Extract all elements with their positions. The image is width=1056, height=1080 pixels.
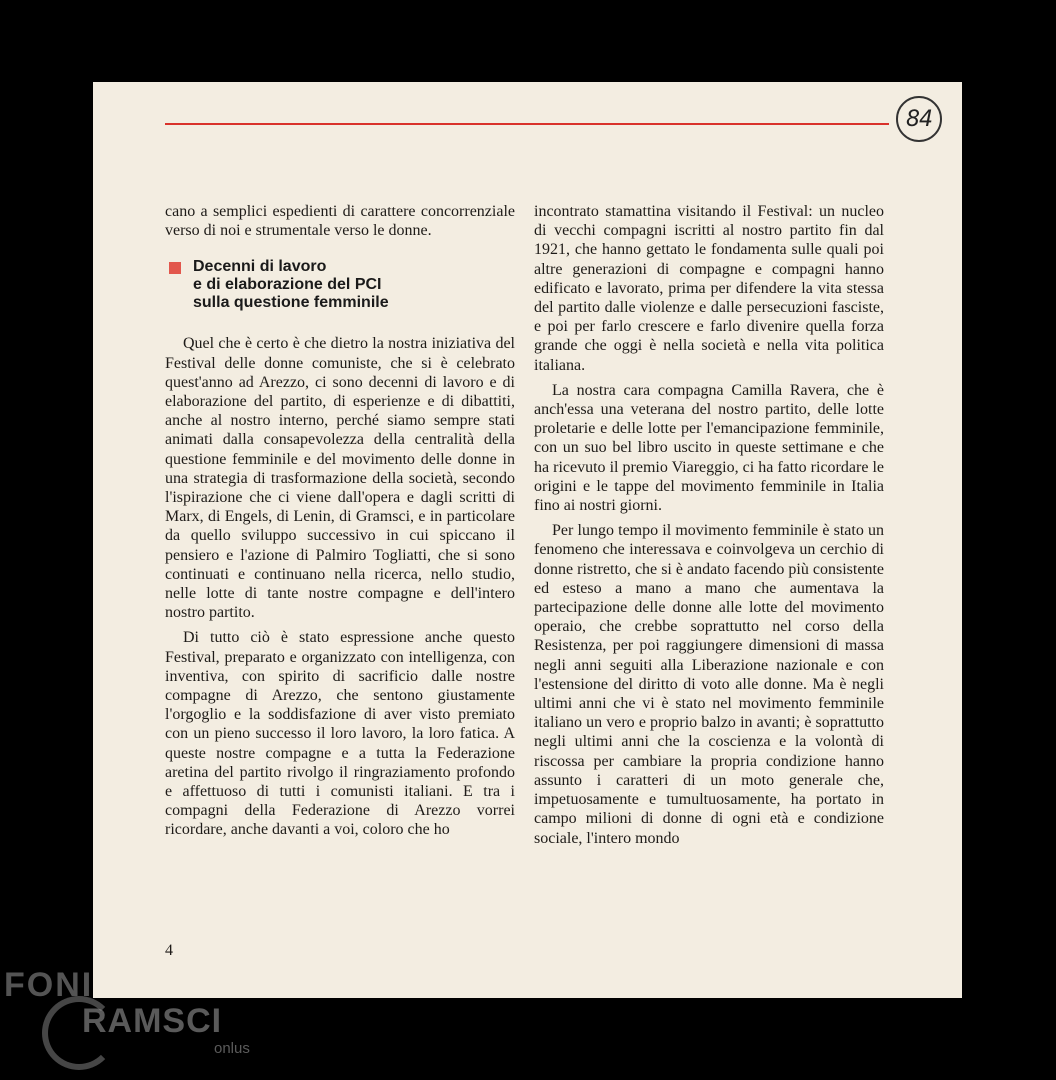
scanned-page	[93, 82, 962, 998]
watermark-text: RAMSCI	[82, 1002, 223, 1040]
heading-line-3: sulla questione femminile	[193, 294, 389, 312]
paragraph: incontrato stamattina visitando il Festival: un nucleo di vecchi compagni iscritti al nostro partito fin dal 1921, che hanno gettato le fondamenta sulle quali poi altre generazioni di compagne e compagni hanno edificato e lavorato, prima per difendere la vita stessa del partito dalle violenze e dalle persecuzioni fasciste, e poi per farlo crescere e farlo divenire quella forza grande che oggi è nella società e nella vita politica italiana.	[534, 203, 884, 374]
paragraph: Di tutto ciò è stato espressione anche questo Festival, preparato e organizzato con intelligenza, con inventiva, con spirito di sacrificio dalle nostre compagne di Arezzo, che sentono giustamente l'orgoglio e la soddisfazione di aver visto premiato con un pieno successo il loro lavoro, la loro fatica. A queste nostre compagne e a tutta la Federazione aretina del partito rivolgo il ringraziamento profondo e affettuoso di tutti i comunisti italiani. E tra i compagni della Federazione di Arezzo vorrei ricordare, anche davanti a voi, coloro che ho	[165, 629, 515, 839]
watermark-text: FONI	[4, 966, 94, 1004]
paragraph: Per lungo tempo il movimento femminile è stato un fenomeno che interessava e coinvolgeva un cerchio di donne ristretto, che si è andato facendo più consistente ed esteso a mano a mano che aumentava la partecipazione delle donne alle lotte del movimento operaio, che crebbe soprattutto nel corso della Resistenza, per poi raggiungere dimensioni di massa negli anni seguiti alla Liberazione nazionale e con l'estensione del diritto di voto alle donne. Ma è negli ultimi anni che vi è stato nel movimento femminile italiano un vero e proprio balzo in avanti; è soprattutto negli ultimi anni che la coscienza e la volontà di riscossa per cambiare la propria condizione hanno assunto i caratteri di un moto generale che, impetuosamente e tumultuosamente, ha portato in campo milioni di donne di ogni età e condizione sociale, l'intero mondo	[534, 522, 884, 847]
paragraph: La nostra cara compagna Camilla Ravera, che è anch'essa una veterana del nostro partito, delle lotte proletarie e delle lotte per l'emancipazione femminile, con un suo bel libro uscito in queste settimane e che ha ricevuto il premio Viareggio, ci ha fatto ricordare le origini e le tappe del movimento femminile in Italia fino ai nostri giorni.	[534, 381, 884, 515]
heading-line-1: Decenni di lavoro	[193, 258, 327, 276]
left-column	[165, 202, 515, 846]
heading-line-2: e di elaborazione del PCI	[193, 276, 382, 294]
paragraph: Quel che è certo è che dietro la nostra iniziativa del Festival delle donne comuniste, che si è celebrato quest'anno ad Arezzo, ci sono decenni di lavoro e di elaborazione del partito, di esperienze e di dibattiti, anche al nostro interno, perché siamo sempre stati animati dalla consapevolezza della centralità della questione femminile e del movimento delle donne in una strategia di trasformazione della società, secondo l'ispirazione che ci viene dall'opera e dagli scritti di Marx, di Engels, di Lenin, di Gramsci, e in particolare da quello sviluppo successivo in cui spiccano il pensiero e l'azione di Palmiro Togliatti, che si sono continuati e continuano nella ricerca, nello studio, nelle lotte di tante nostre compagne e dell'intero nostro partito.	[165, 335, 515, 622]
red-square-bullet-icon	[169, 262, 181, 274]
opening-paragraph: cano a semplici espedienti di carattere concorrenziale verso di noi e strumentale verso le donne.	[165, 203, 515, 240]
watermark-subtext: onlus	[214, 1040, 250, 1057]
header-rule	[165, 123, 889, 125]
page-number: 4	[165, 942, 173, 959]
section-heading	[165, 258, 515, 312]
right-column	[534, 202, 884, 854]
archive-page-number-stamp: 84	[896, 96, 942, 142]
